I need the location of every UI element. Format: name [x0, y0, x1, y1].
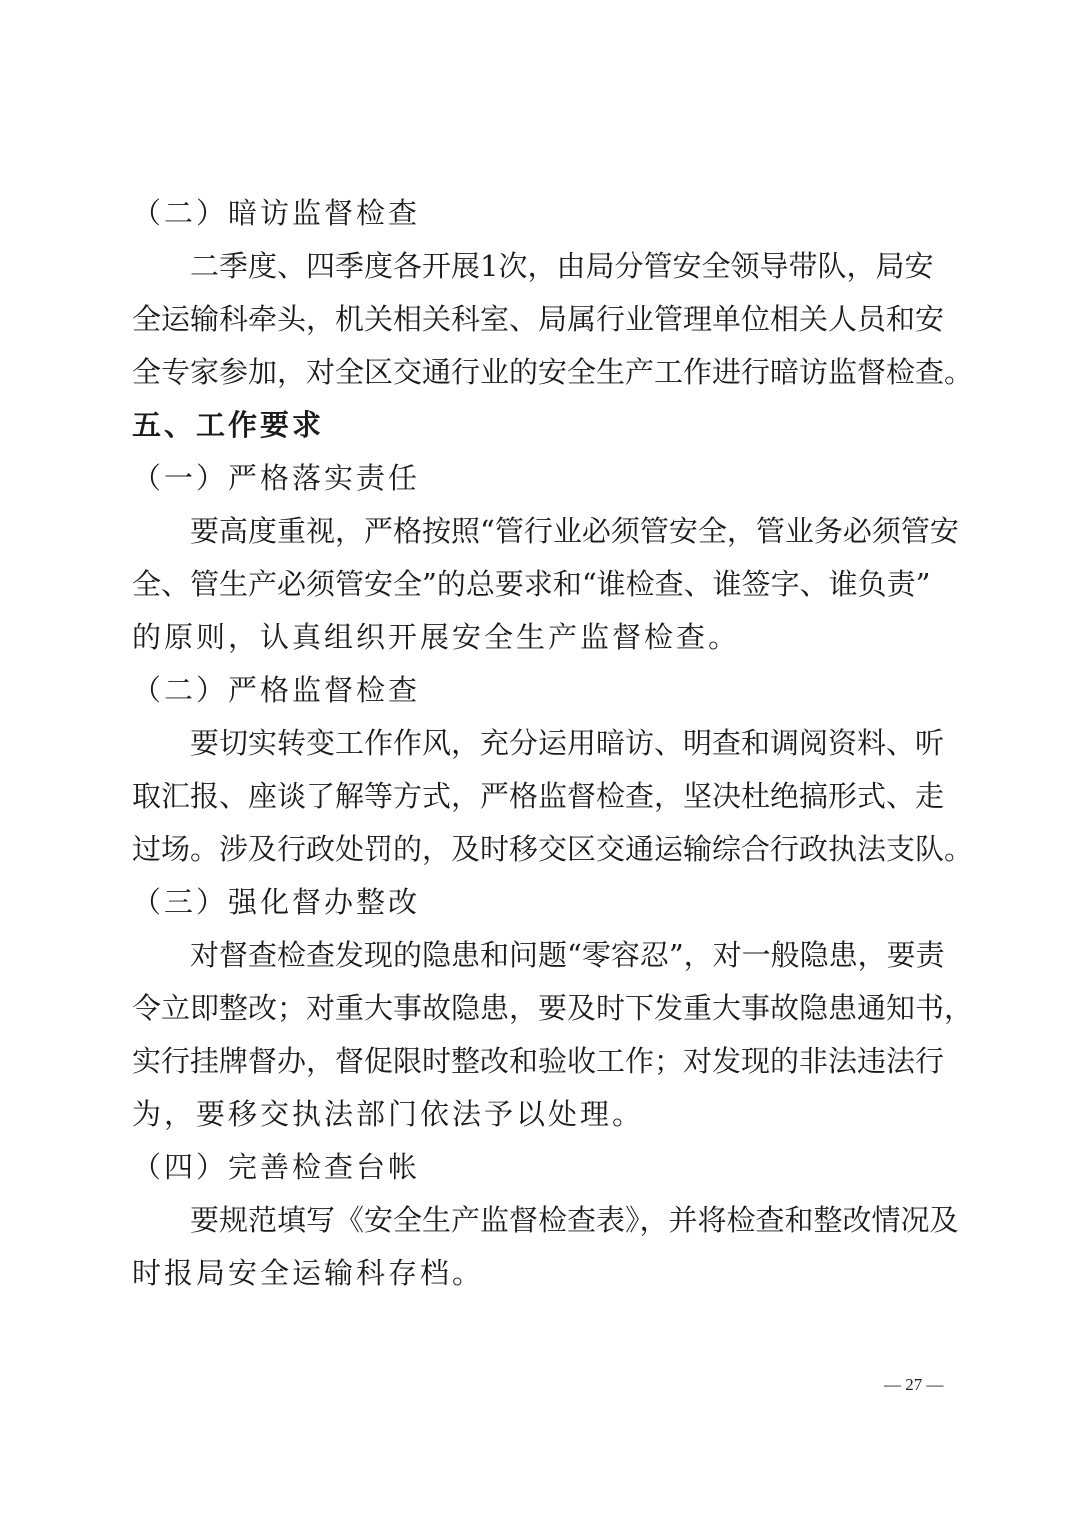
section-subheading: （二）严格监督检查	[132, 673, 421, 707]
paragraph-line: 为，要移交执法部门依法予以处理。	[132, 1097, 645, 1131]
section-subheading: （四）完善检查台帐	[132, 1150, 421, 1184]
paragraph-line: 二季度、四季度各开展1次，由局分管安全领导带队，局安	[190, 249, 934, 283]
paragraph-line: 的原则，认真组织开展安全生产监督检查。	[132, 620, 741, 654]
paragraph-line: 要规范填写《安全生产监督检查表》，并将检查和整改情况及	[190, 1203, 959, 1237]
section-subheading: （二）暗访监督检查	[132, 196, 421, 230]
section-heading: 五、工作要求	[132, 408, 325, 442]
paragraph-line: 全、管生产必须管安全”的总要求和“谁检查、谁签字、谁负责”	[132, 567, 931, 601]
paragraph-line: 实行挂牌督办，督促限时整改和验收工作；对发现的非法违法行	[132, 1044, 945, 1078]
page-number: — 27 —	[884, 1375, 944, 1394]
paragraph-line: 全专家参加，对全区交通行业的安全生产工作进行暗访监督检查。	[132, 355, 974, 389]
paragraph-line: 对督查检查发现的隐患和问题“零容忍”，对一般隐患，要责	[190, 938, 945, 972]
paragraph-line: 取汇报、座谈了解等方式，严格监督检查，坚决杜绝搞形式、走	[132, 779, 945, 813]
section-subheading: （一）严格落实责任	[132, 461, 421, 495]
paragraph-line: 过场。涉及行政处罚的，及时移交区交通运输综合行政执法支队。	[132, 832, 974, 866]
section-subheading: （三）强化督办整改	[132, 885, 421, 919]
paragraph-line: 时报局安全运输科存档。	[132, 1256, 485, 1290]
paragraph-line: 全运输科牵头，机关相关科室、局属行业管理单位相关人员和安	[132, 302, 945, 336]
paragraph-line: 令立即整改；对重大事故隐患，要及时下发重大事故隐患通知书，	[132, 991, 974, 1025]
paragraph-line: 要高度重视，严格按照“管行业必须管安全，管业务必须管安	[190, 514, 959, 548]
paragraph-line: 要切实转变工作作风，充分运用暗访、明查和调阅资料、听	[190, 726, 945, 760]
